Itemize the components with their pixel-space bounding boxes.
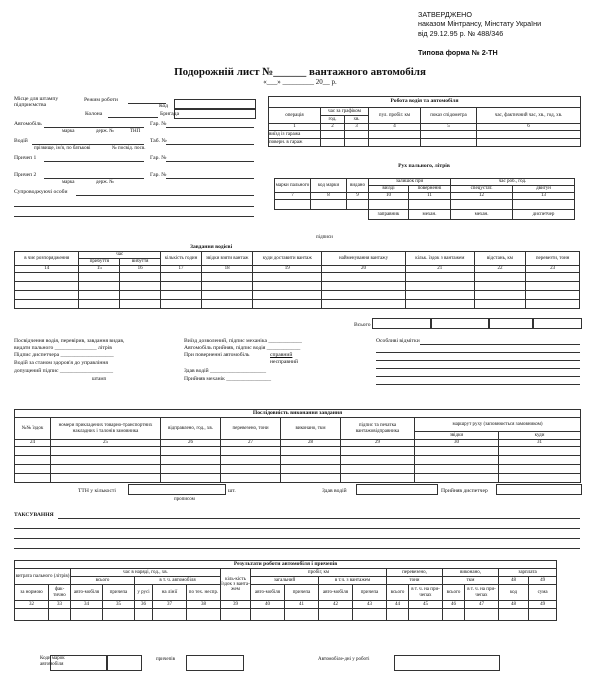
num-cell: 47 bbox=[465, 601, 499, 609]
col-special: спецустат. bbox=[451, 186, 513, 193]
task-table bbox=[14, 251, 580, 309]
num-cell: 39 bbox=[221, 601, 251, 609]
num-cell: 21 bbox=[405, 266, 474, 273]
ttn-label: ТТН у кількості bbox=[78, 488, 116, 494]
num-cell: 18 bbox=[201, 266, 253, 273]
num-cell: 41 bbox=[285, 601, 319, 609]
trailer2-gar-label: Гар. № bbox=[150, 172, 167, 178]
num-cell: 22 bbox=[474, 266, 526, 273]
num-cell: 24 bbox=[15, 440, 51, 447]
col-speed-reading: показ спідометра bbox=[421, 108, 477, 124]
col-brand: марки пального bbox=[275, 179, 311, 193]
col-route-from: звідки bbox=[415, 432, 499, 440]
column-label: Колона bbox=[85, 111, 103, 117]
num-cell: 48 bbox=[499, 601, 529, 609]
trailer2-make-label: марка bbox=[62, 180, 75, 185]
approval-order: наказом Мінтрансу, Мінстату України bbox=[418, 19, 542, 29]
signatures-label: підписи bbox=[316, 235, 333, 240]
col-tkm: ткм bbox=[443, 577, 499, 585]
num-cell: 6 bbox=[477, 124, 581, 131]
col-min: хв. bbox=[345, 116, 369, 124]
signs-label: прописом bbox=[174, 497, 195, 502]
state-bad: несправний bbox=[270, 359, 298, 365]
col-trailer2: причепа bbox=[285, 585, 319, 601]
driver-label: Водій bbox=[14, 138, 28, 144]
num-cell: 32 bbox=[15, 601, 49, 609]
col-trip-no: №№ їздок bbox=[15, 418, 51, 440]
col-return: поверненні bbox=[409, 186, 451, 193]
car-label: Автомобіль bbox=[14, 121, 42, 127]
num-cell: 35 bbox=[103, 601, 135, 609]
col-seq-done: виконано, ткм bbox=[281, 418, 341, 440]
col-trailer: причепа bbox=[103, 585, 135, 601]
num-cell: 7 bbox=[275, 193, 311, 200]
col-from: звідки взяти вантаж bbox=[201, 252, 253, 266]
num-cell: 37 bbox=[153, 601, 187, 609]
task-title: Завдання водієві bbox=[190, 244, 233, 250]
row-exit: виїзд із гаража bbox=[269, 131, 321, 139]
results-title: Результати роботи автомобіля і причепів bbox=[15, 561, 557, 569]
num-cell: 43 bbox=[353, 601, 387, 609]
num-cell: 1 bbox=[269, 124, 321, 131]
results-table bbox=[14, 560, 580, 621]
num-cell: 14 bbox=[15, 266, 79, 273]
col-speedo: пул. пробіг. км bbox=[369, 108, 421, 124]
num-cell: 34 bbox=[71, 601, 103, 609]
col-actual: час, фактичний час, хв., год, хв. bbox=[477, 108, 581, 124]
num-cell: 42 bbox=[319, 601, 353, 609]
col-tonnage: перевезти, тонн bbox=[526, 252, 580, 266]
codes-label: Коди марок автомобіля bbox=[40, 656, 65, 667]
driver-work-title: Робота водія та автомобіля bbox=[269, 97, 581, 108]
trailer1-gar-label: Гар. № bbox=[150, 155, 167, 161]
num-cell: 29 bbox=[341, 440, 415, 447]
row-return: поверн. в гараж bbox=[269, 139, 321, 147]
num-cell: 20 bbox=[322, 266, 406, 273]
mech-2: Автомобіль прийняв, підпис водія ____________ bbox=[184, 345, 301, 351]
num-cell: 5 bbox=[421, 124, 477, 131]
approval-date: від 29.12.95 р. № 488/346 bbox=[418, 28, 504, 38]
col-operation: операція bbox=[269, 108, 321, 124]
num-cell: 28 bbox=[281, 440, 341, 447]
fuel-title: Рух пального, літрів bbox=[398, 163, 450, 169]
check-4: Водій за станом здоров'я до управління bbox=[14, 360, 108, 366]
brigade-label: Бригада bbox=[160, 111, 180, 117]
stamp-place: Місце для штампу підприємства bbox=[14, 96, 59, 109]
num-cell: 49 bbox=[529, 601, 557, 609]
check-1: Посвідчення водія, перевірив, завдання видав, bbox=[14, 338, 125, 344]
trailer2-label: Причеп 2 bbox=[14, 172, 37, 178]
num-cell: 9 bbox=[347, 193, 369, 200]
driver-sub-label: прізвище, ім'я, по батькові bbox=[34, 146, 91, 151]
sig-refueler: заправник bbox=[369, 210, 409, 220]
sig-dispatcher: диспетчер bbox=[513, 210, 575, 220]
days-label: Автомобіле-дні у роботі bbox=[318, 657, 370, 662]
col-remain: залишок при bbox=[369, 179, 451, 186]
cert-label: № посвід. посв. bbox=[112, 146, 146, 151]
mech-3: При поверненні автомобіль bbox=[184, 352, 250, 358]
num-cell: 2 bbox=[321, 124, 345, 131]
notes-label: Особливі відмітки bbox=[376, 338, 420, 344]
car-gar-label: Гар. № bbox=[150, 121, 167, 127]
handed-label: Здав водій bbox=[322, 488, 347, 494]
trailer2-state-label: держ. № bbox=[96, 180, 114, 185]
col-route-to: куди bbox=[499, 432, 581, 440]
tab-label: Таб. № bbox=[150, 138, 167, 144]
page-title: Подорожній лист №______ вантажного автомобіля bbox=[174, 66, 426, 78]
col-route: маршрут руху (заповнюється замовником) bbox=[415, 418, 581, 432]
col-carried: перевезено, bbox=[387, 569, 443, 577]
col-time: час роб., год. bbox=[451, 179, 575, 186]
accepted-label: Прийняв диспетчер bbox=[441, 488, 488, 494]
col-seq-tons: перевезено, тони bbox=[221, 418, 281, 440]
approval-title: ЗАТВЕРДЖЕНО bbox=[418, 10, 472, 19]
col-at-whose: в чиє розпорядження bbox=[15, 252, 79, 266]
num-cell: 13 bbox=[513, 193, 575, 200]
trailer1-label: Причеп 1 bbox=[14, 155, 37, 161]
col-docs: номери прикладених товарно-транспортних накладних і талонів замовника bbox=[51, 418, 161, 440]
col-mileage: пробіг, км bbox=[251, 569, 387, 577]
work-mode-label: Режим роботи bbox=[84, 97, 118, 103]
col-all1: всього bbox=[387, 585, 409, 601]
check-3: Підпис диспетчера ___________________ bbox=[14, 352, 114, 358]
col-schedule: час за графіком bbox=[321, 108, 369, 116]
col-count: кільк. їздок з вантажем bbox=[405, 252, 474, 266]
task-total-label: Всього bbox=[354, 322, 371, 328]
num-cell: 40 bbox=[251, 601, 285, 609]
col-trips: кількість годин bbox=[161, 252, 202, 266]
col-distance: відстань, км bbox=[474, 252, 526, 266]
col-general: загальний bbox=[251, 577, 319, 585]
col-tons: тони bbox=[387, 577, 443, 585]
col-day: год. bbox=[321, 116, 345, 124]
num-cell: 33 bbox=[49, 601, 71, 609]
check-2: видати пального _______________ літрів bbox=[14, 345, 112, 351]
col-pay-code: 48 bbox=[499, 577, 529, 585]
col-trips-loaded: кіль-кість їздок з ванта-жем bbox=[221, 569, 251, 601]
num-cell: 30 bbox=[415, 440, 499, 447]
mech-5: Прийняв механік ________________ bbox=[184, 376, 271, 382]
col-tech: по тех. неспр. bbox=[187, 585, 221, 601]
stamp-label: штамп bbox=[92, 377, 107, 382]
num-cell: 36 bbox=[135, 601, 153, 609]
col-sum: сума bbox=[529, 585, 557, 601]
col-trailer3: причепа bbox=[353, 585, 387, 601]
num-cell: 4 bbox=[369, 124, 421, 131]
num-cell: 12 bbox=[451, 193, 513, 200]
num-cell: 10 bbox=[369, 193, 409, 200]
form-number: Типова форма № 2-ТН bbox=[418, 48, 498, 58]
col-to: куди доставити вантаж bbox=[253, 252, 322, 266]
col-done: виконано, bbox=[443, 569, 499, 577]
num-cell: 11 bbox=[409, 193, 451, 200]
col-fact: фак-тично bbox=[49, 585, 71, 601]
pcs-label: шт. bbox=[228, 488, 236, 494]
num-cell: 44 bbox=[387, 601, 409, 609]
col-hours-incl: в т. ч. автомобіля bbox=[135, 577, 221, 585]
col-move: у русі bbox=[135, 585, 153, 601]
taxation-label: ТАКСУВАННЯ bbox=[14, 512, 54, 518]
col-incl-t2: в т. ч. на при-чепах bbox=[465, 585, 499, 601]
car-state-label: держ. № bbox=[96, 129, 114, 134]
col-fuel: витрата пального (літрів) bbox=[15, 569, 71, 585]
num-cell: 17 bbox=[161, 266, 202, 273]
num-cell: 45 bbox=[409, 601, 443, 609]
col-cargo: найменування вантажу bbox=[322, 252, 406, 266]
col-car: авто-мобіля bbox=[71, 585, 103, 601]
num-cell: 15 bbox=[79, 266, 120, 273]
col-engine: двигун bbox=[513, 186, 575, 193]
col-task-time: час bbox=[79, 252, 161, 259]
col-load: на лінії bbox=[153, 585, 187, 601]
col-dep: відправлено, год., хв. bbox=[161, 418, 221, 440]
mech-4: Здав водій ____________________ bbox=[184, 368, 266, 374]
col-departure: вибуття bbox=[120, 259, 161, 266]
col-loaded: в т.ч. з вантажем bbox=[319, 577, 387, 585]
col-code: код bbox=[499, 585, 529, 601]
approval-block bbox=[418, 10, 541, 57]
sig-mechanic2: механ. bbox=[451, 210, 513, 220]
sequence-table bbox=[14, 409, 581, 483]
fuel-table bbox=[274, 178, 575, 220]
driver-work-table bbox=[268, 96, 581, 147]
car-make-label: марка bbox=[62, 129, 75, 134]
code-label: Код bbox=[159, 103, 168, 109]
col-norm: за нормою bbox=[15, 585, 49, 601]
col-hours-total: всього bbox=[71, 577, 135, 585]
col-all2: всього bbox=[443, 585, 465, 601]
trailers-label: причепів bbox=[156, 657, 176, 662]
col-sign: підпис та печатка вантажовідправника bbox=[341, 418, 415, 440]
num-cell: 3 bbox=[345, 124, 369, 131]
sig-mechanic: механ. bbox=[409, 210, 451, 220]
col-pay-sum: 49 bbox=[529, 577, 557, 585]
sequence-title: Послідовність виконання завдання bbox=[15, 410, 581, 418]
col-car3: авто-мобіля bbox=[319, 585, 353, 601]
state-ok: справний bbox=[270, 352, 293, 358]
num-cell: 26 bbox=[161, 440, 221, 447]
col-pay: зарплата bbox=[499, 569, 557, 577]
num-cell: 25 bbox=[51, 440, 161, 447]
num-cell: 16 bbox=[120, 266, 161, 273]
col-code: код марки bbox=[311, 179, 347, 193]
col-hours: час в наряді, год., хв. bbox=[71, 569, 221, 577]
num-cell: 31 bbox=[499, 440, 581, 447]
num-cell: 19 bbox=[253, 266, 322, 273]
num-cell: 46 bbox=[443, 601, 465, 609]
col-car2: авто-мобіля bbox=[251, 585, 285, 601]
col-incl-t: в т. ч. на при-чепах bbox=[409, 585, 443, 601]
date-line: «___» _________ 20__ р. bbox=[263, 78, 337, 86]
mech-1: Виїзд дозволений, підпис механіка ____________ bbox=[184, 338, 302, 344]
col-arrival: прибуття bbox=[79, 259, 120, 266]
escort-label: Супроводжуючі особи bbox=[14, 189, 68, 195]
num-cell: 27 bbox=[221, 440, 281, 447]
car-tnp-label: ТНП bbox=[130, 129, 141, 134]
col-issued: видано bbox=[347, 179, 369, 193]
check-5: допущений підпис ___________________ bbox=[14, 368, 114, 374]
col-exit: виїзді bbox=[369, 186, 409, 193]
num-cell: 38 bbox=[187, 601, 221, 609]
num-cell: 23 bbox=[526, 266, 580, 273]
num-cell: 8 bbox=[311, 193, 347, 200]
